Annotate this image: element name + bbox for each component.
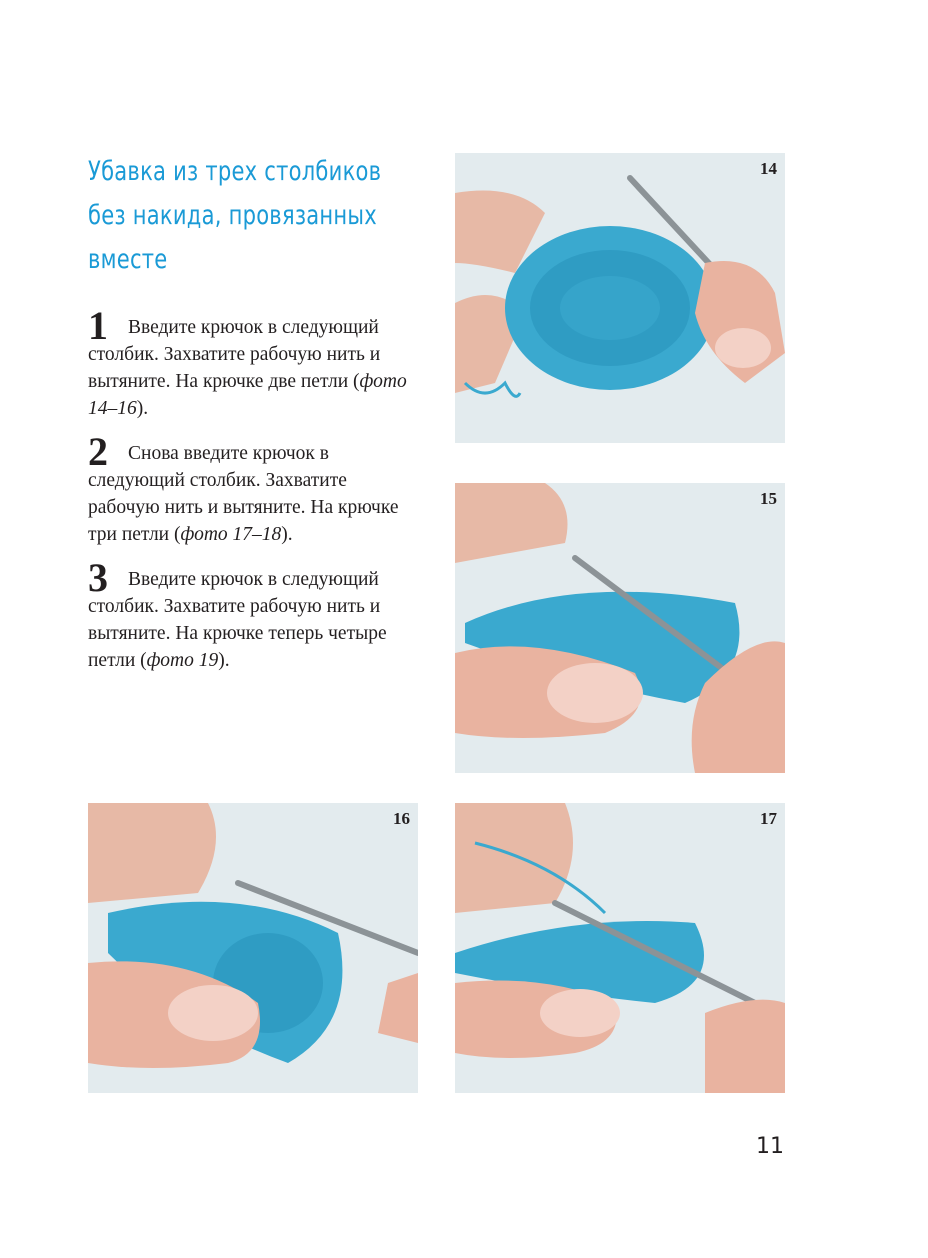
photo-17 bbox=[455, 803, 785, 1093]
step-end: ). bbox=[136, 398, 149, 419]
page-number: 11 bbox=[756, 1134, 784, 1159]
crochet-photo-illustration bbox=[455, 153, 785, 443]
title-line-1: Убавка из трех столбиков bbox=[88, 156, 382, 187]
step-1 bbox=[88, 303, 423, 422]
step-end: ). bbox=[218, 650, 230, 671]
photo-14 bbox=[455, 153, 785, 443]
photo-label: 17 bbox=[760, 809, 777, 828]
photo-label: 16 bbox=[393, 809, 410, 828]
photo-reference: фото 14–16 bbox=[88, 371, 407, 419]
instruction-steps bbox=[88, 303, 423, 690]
step-3 bbox=[88, 555, 423, 674]
photo-label: 14 bbox=[760, 159, 777, 178]
crochet-photo-illustration bbox=[88, 803, 418, 1093]
step-2 bbox=[88, 429, 423, 548]
step-text: Снова введите крючок в следующий столбик. Захватите рабочую нить и вытяните. На крючке три петли ( bbox=[88, 443, 399, 545]
section-title bbox=[88, 150, 416, 282]
step-number: 3 bbox=[88, 555, 108, 600]
title-line-2: без накида, провязанных bbox=[88, 200, 378, 231]
step-end: ). bbox=[281, 524, 293, 545]
photo-reference: фото 17–18 bbox=[180, 524, 282, 545]
crochet-photo-illustration bbox=[455, 803, 785, 1093]
step-number: 1 bbox=[88, 303, 108, 348]
title-line-3: вместе bbox=[88, 244, 168, 275]
step-text: Введите крючок в следующий столбик. Захватите рабочую нить и вытяните. На крючке две петли ( bbox=[88, 317, 381, 392]
step-text: Введите крючок в следующий столбик. Захватите рабочую нить и вытяните. На крючке теперь четыре петли ( bbox=[88, 569, 387, 671]
step-number: 2 bbox=[88, 429, 108, 474]
crochet-photo-illustration bbox=[455, 483, 785, 773]
photo-label: 15 bbox=[760, 489, 777, 508]
photo-reference: фото 19 bbox=[146, 650, 219, 671]
photo-15 bbox=[455, 483, 785, 773]
photo-16 bbox=[88, 803, 418, 1093]
